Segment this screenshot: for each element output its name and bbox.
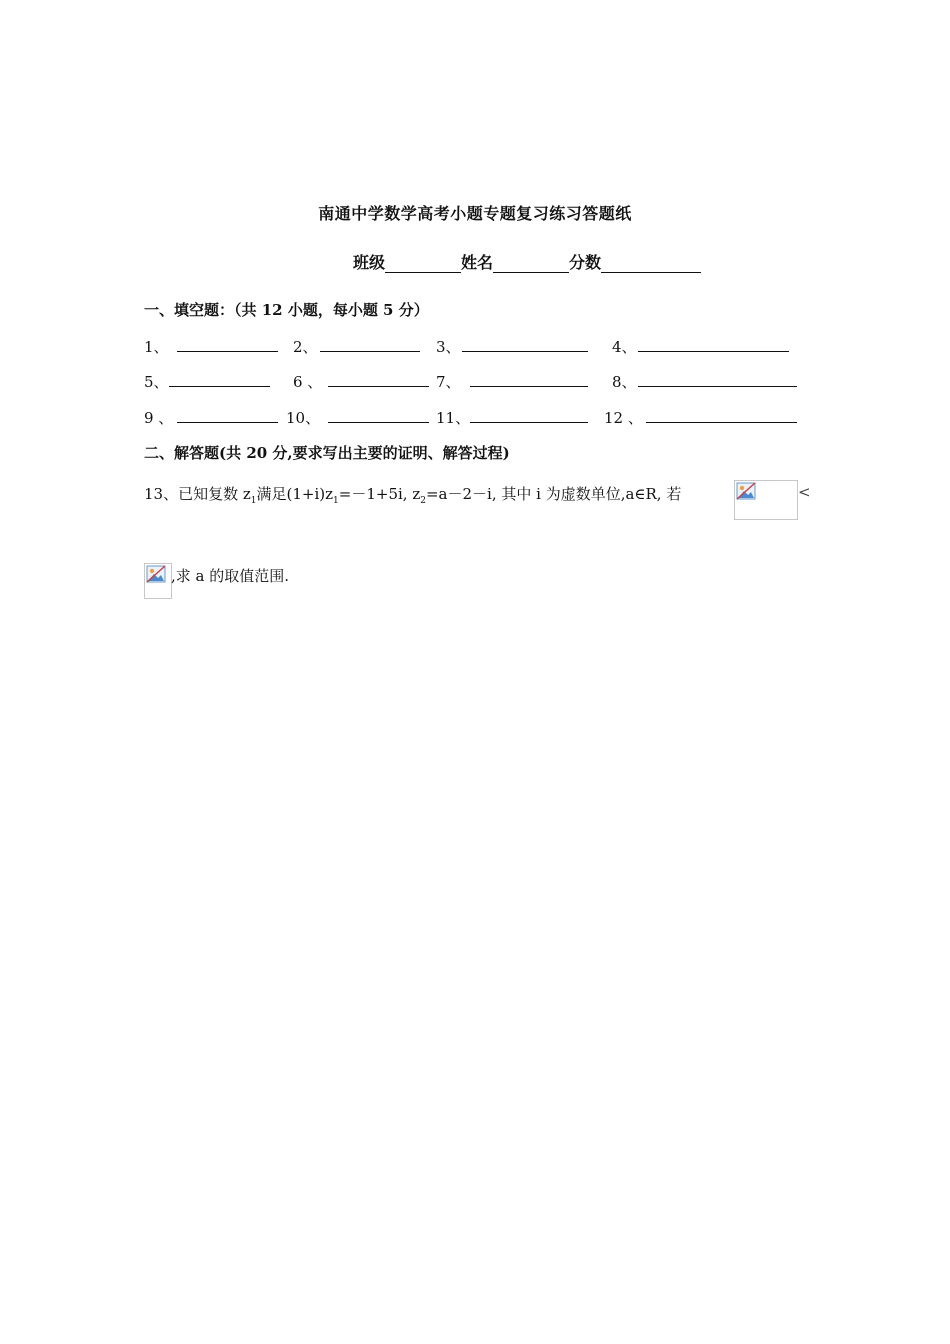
q13-sub-1: 1	[250, 496, 257, 506]
broken-image-icon	[144, 563, 172, 599]
blank-number-8: 8、	[612, 373, 637, 391]
answer-blank-11[interactable]	[470, 422, 588, 423]
blank-number-1: 1、	[144, 338, 169, 356]
q13-text-a: 13、已知复数 z	[144, 485, 251, 503]
score-label: 分数	[569, 253, 602, 272]
class-field[interactable]	[385, 254, 461, 273]
answer-blank-9[interactable]	[177, 422, 278, 423]
blank-number-5: 5、	[144, 373, 169, 391]
answer-blank-4[interactable]	[638, 351, 789, 352]
answer-blank-7[interactable]	[470, 386, 588, 387]
student-info-line	[353, 250, 701, 273]
answer-blank-5[interactable]	[169, 386, 270, 387]
blank-number-9: 9 、	[144, 409, 174, 427]
less-than-sign: <	[798, 483, 811, 501]
answer-blank-3[interactable]	[462, 351, 588, 352]
q13-sub-3: 2	[420, 496, 426, 506]
blank-number-3: 3、	[436, 338, 461, 356]
answer-blank-6[interactable]	[328, 386, 429, 387]
blank-number-10: 10、	[286, 409, 321, 427]
blank-number-6: 6 、	[293, 373, 323, 391]
q13-text-c: =－1+5i, z	[338, 485, 421, 503]
section-solution-heading: 二、解答题(共 20 分,要求写出主要的证明、解答过程)	[144, 444, 510, 462]
section-fill-in-heading: 一、填空题：（共 12 小题，每小题 5 分）	[144, 301, 429, 319]
q13-sub-2: 1	[333, 496, 339, 506]
score-field[interactable]	[601, 254, 701, 273]
blank-number-11: 11、	[436, 409, 471, 427]
answer-blank-2[interactable]	[320, 351, 420, 352]
name-field[interactable]	[493, 254, 569, 273]
question-13-text	[144, 483, 681, 506]
blank-number-2: 2、	[293, 338, 318, 356]
broken-image-icon	[734, 480, 798, 520]
answer-blank-12[interactable]	[646, 422, 797, 423]
answer-blank-1[interactable]	[177, 351, 278, 352]
question-13-text-end: ,求 a 的取值范围.	[171, 567, 290, 585]
blank-number-4: 4、	[612, 338, 637, 356]
answer-blank-8[interactable]	[638, 386, 797, 387]
blank-number-12: 12 、	[604, 409, 643, 427]
class-label: 班级	[353, 253, 386, 272]
q13-text-b: 满足(1+i)z	[256, 485, 334, 503]
q13-text-d: =a－2－i, 其中 i 为虚数单位,a∈R, 若	[425, 485, 682, 503]
page-title: 南通中学数学高考小题专题复习练习答题纸	[318, 204, 632, 223]
name-label: 姓名	[461, 253, 494, 272]
blank-number-7: 7、	[436, 373, 461, 391]
answer-blank-10[interactable]	[328, 422, 429, 423]
